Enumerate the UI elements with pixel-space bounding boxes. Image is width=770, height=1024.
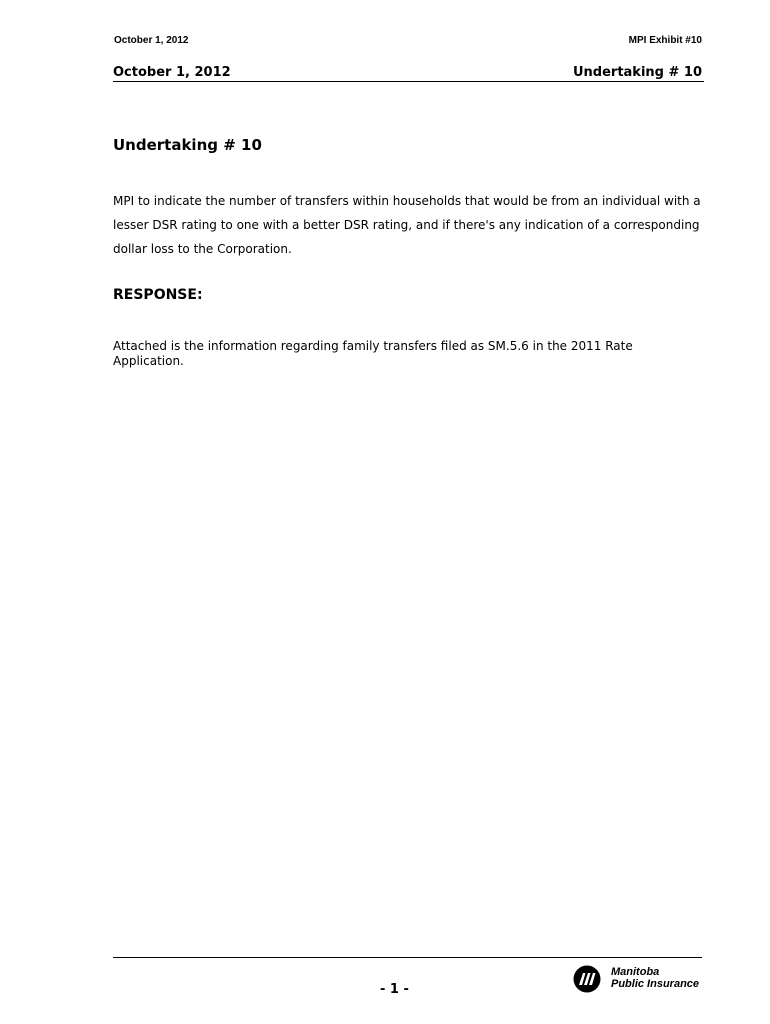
- mpi-logo-text: [611, 966, 699, 990]
- mpi-logo: [573, 965, 708, 997]
- page-title: Undertaking # 10: [113, 136, 262, 154]
- footer-divider: [113, 957, 702, 958]
- undertaking-question: MPI to indicate the number of transfers within households that would be from an individual with a lesser DSR rating to one with a better DSR rating, and if there's any indication of a corresponding dollar loss to the Corporation.: [113, 194, 701, 256]
- page-header-date: October 1, 2012: [114, 35, 189, 46]
- document-header-date: October 1, 2012: [113, 65, 231, 80]
- document-header-undertaking: Undertaking # 10: [572, 65, 702, 80]
- response-body: Attached is the information regarding family transfers filed as SM.5.6 in the 2011 Rate Application.: [113, 339, 633, 368]
- mpi-logo-mark-icon: [573, 965, 601, 993]
- logo-line-public-insurance: Public Insurance: [611, 978, 700, 990]
- response-heading: RESPONSE:: [113, 287, 203, 303]
- header-divider: [113, 81, 704, 82]
- logo-line-manitoba: Manitoba: [611, 966, 660, 978]
- page-header-exhibit: MPI Exhibit #10: [628, 35, 702, 46]
- page-number: - 1 -: [380, 982, 409, 997]
